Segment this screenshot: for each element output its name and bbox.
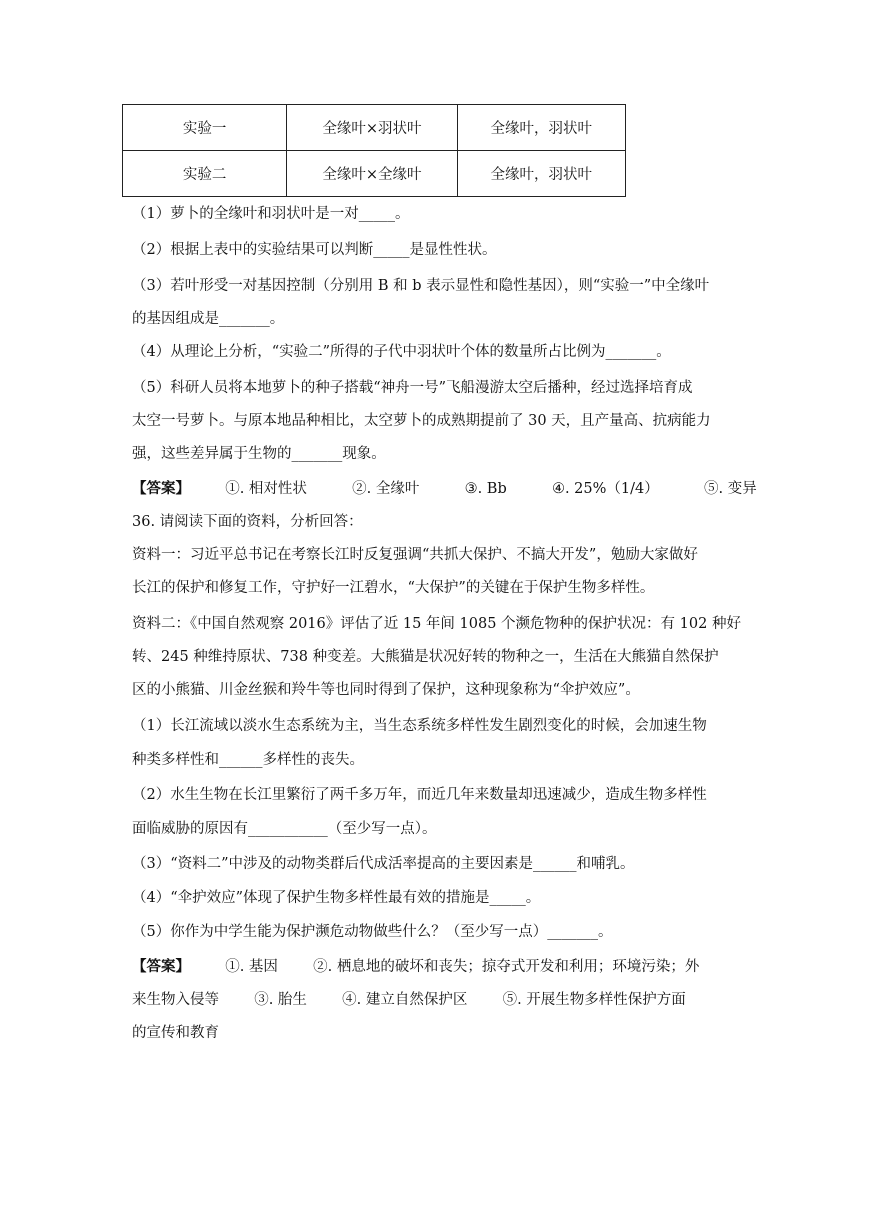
answer-item: ④. 建立自然保护区	[342, 992, 468, 1008]
q35-sub3-cont: 的基因组成是_______。	[132, 311, 285, 327]
q36-sub5: （5）你作为中学生能为保护濒危动物做些什么？（至少写一点）_______。	[132, 924, 613, 940]
q36-sub1-cont: 种类多样性和______多样性的丧失。	[132, 752, 364, 768]
answer-item: ②. 全缘叶	[352, 481, 420, 497]
q36-answer-cont	[132, 990, 686, 1010]
material-2: 资料二：《中国自然观察 2016》评估了近 15 年间 1085 个濒危物种的保护状况：有 102 种好	[132, 616, 741, 632]
material-1-cont: 长江的保护和修复工作，守护好一江碧水，“大保护”的关键在于保护生物多样性。	[132, 580, 655, 596]
q35-sub5: （5）科研人员将本地萝卜的种子搭载“神舟一号”飞船漫游太空后播种，经过选择培育成	[132, 380, 693, 396]
q35-sub5-cont2: 强，这些差异属于生物的_______现象。	[132, 446, 386, 462]
q36-sub2: （2）水生生物在长江里繁衍了两千多万年，而近几年来数量却迅速减少，造成生物多样性	[132, 787, 707, 803]
answer-item: ③. 胎生	[254, 992, 307, 1008]
material-2-cont: 转、245 种维持原状、738 种变差。大熊猫是状况好转的物种之一，生活在大熊猫自然保护	[132, 649, 719, 665]
experiment-table	[122, 104, 626, 197]
offspring-cell: 全缘叶，羽状叶	[457, 151, 625, 197]
answer-item: ④. 25%（1/4）	[551, 481, 659, 497]
q36-intro: 36. 请阅读下面的资料，分析回答：	[132, 514, 363, 530]
material-2-cont2: 区的小熊猫、川金丝猴和羚牛等也同时得到了保护，这种现象称为“伞护效应”。	[132, 682, 640, 698]
table-row	[123, 105, 626, 151]
material-1: 资料一：习近平总书记在考察长江时反复强调“共抓大保护、不搞大开发”，勉励大家做好	[132, 547, 698, 563]
answer-item: ③. Bb	[464, 481, 507, 497]
answer-label: 【答案】	[132, 480, 190, 497]
answer-item: ①. 相对性状	[225, 481, 307, 497]
q36-sub1: （1）长江流域以淡水生态系统为主，当生态系统多样性发生剧烈变化的时候，会加速生物	[132, 718, 707, 734]
q35-sub4: （4）从理论上分析，“实验二”所得的子代中羽状叶个体的数量所占比例为_______。	[132, 344, 671, 360]
experiment-name-cell: 实验一	[123, 105, 287, 151]
table-row	[123, 151, 626, 197]
q36-sub2-cont: 面临威胁的原因有___________（至少写一点）。	[132, 821, 437, 837]
answer-item: ⑤. 变异	[703, 481, 757, 497]
parent-cross-cell: 全缘叶×全缘叶	[287, 151, 457, 197]
answer-item: ⑤. 开展生物多样性保护方面	[502, 992, 686, 1008]
q35-sub3: （3）若叶形受一对基因控制（分别用 B 和 b 表示显性和隐性基因），则“实验一”中全缘叶	[132, 278, 710, 294]
answer-item: 来生物入侵等	[132, 992, 219, 1008]
q36-sub4: （4）“伞护效应”体现了保护生物多样性最有效的措施是_____。	[132, 890, 541, 906]
answer-label: 【答案】	[132, 958, 190, 975]
q36-answer	[132, 957, 699, 977]
answer-item: ②. 栖息地的破坏和丧失；掠夺式开发和利用；环境污染；外	[313, 959, 700, 975]
experiment-name-cell: 实验二	[123, 151, 287, 197]
q36-answer-cont2: 的宣传和教育	[132, 1025, 219, 1041]
answer-item: ①. 基因	[225, 959, 278, 975]
q35-sub2: （2）根据上表中的实验结果可以判断_____是显性性状。	[132, 242, 497, 258]
parent-cross-cell: 全缘叶×羽状叶	[287, 105, 457, 151]
offspring-cell: 全缘叶，羽状叶	[457, 105, 625, 151]
q35-sub5-cont: 太空一号萝卜。与原本地品种相比，太空萝卜的成熟期提前了 30 天，且产量高、抗病能力	[132, 413, 711, 429]
q35-sub1: （1）萝卜的全缘叶和羽状叶是一对_____。	[132, 206, 410, 222]
q36-sub3: （3）“资料二”中涉及的动物类群后代成活率提高的主要因素是______和哺乳。	[132, 856, 635, 872]
q35-answer	[132, 479, 757, 499]
